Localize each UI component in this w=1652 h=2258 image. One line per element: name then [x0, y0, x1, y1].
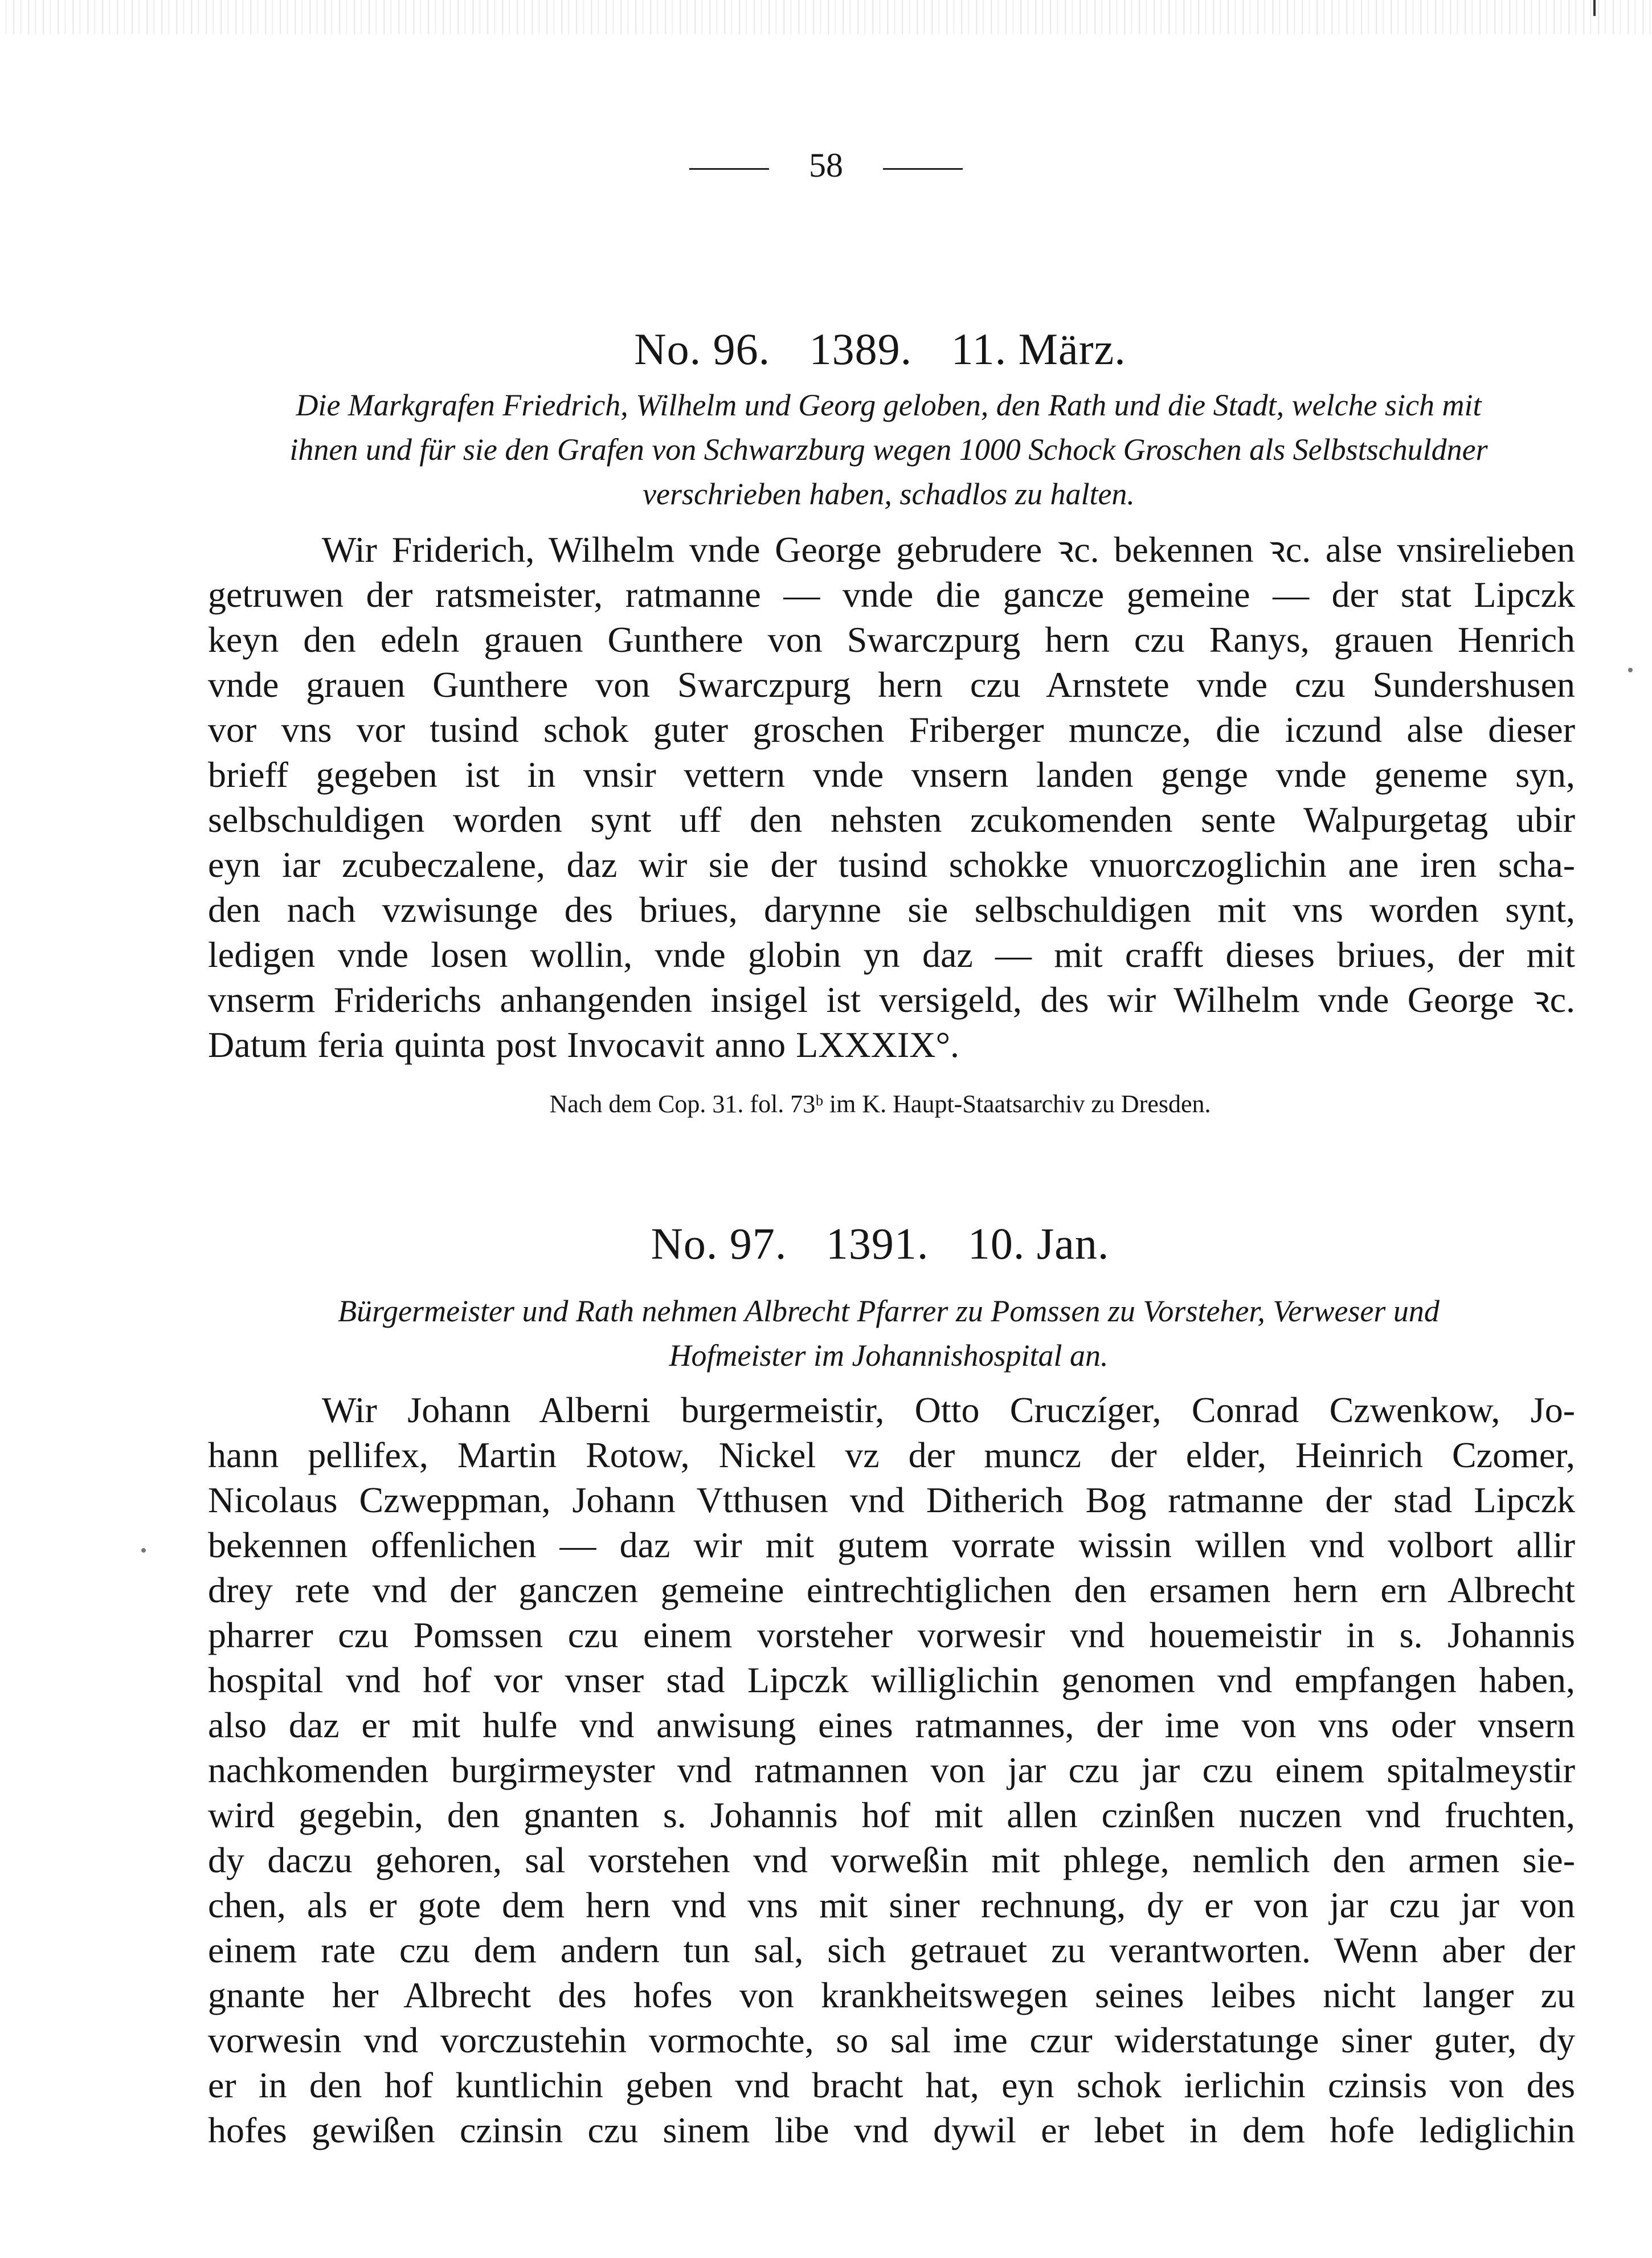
body-line: einem rate czu dem andern tun sal, sich getrauet zu verantworten. Wenn aber der — [208, 1930, 1575, 1970]
body-line: vor vns vor tusind schok guter groschen Friberger muncze, die iczund alse dieser — [208, 709, 1575, 750]
body-line: hospital vnd hof vor vnser stad Lipczk williglichin genomen vnd empfangen haben, — [208, 1660, 1575, 1700]
header-rule-left — [689, 168, 769, 170]
document-97-summary — [208, 1289, 1569, 1378]
body-line: wird gegebin, den gnanten s. Johannis hof mit allen czinßen nuczen vnd fruchten, — [208, 1795, 1575, 1835]
summary-line: Bürgermeister und Rath nehmen Albrecht Pfarrer zu Pomssen zu Vorsteher, Verweser und — [338, 1294, 1440, 1328]
document-96-title — [0, 322, 1652, 377]
summary-line: Hofmeister im Johannishospital an. — [669, 1338, 1109, 1373]
document-96-source-note: Nach dem Cop. 31. fol. 73ᵇ im K. Haupt-Staatsarchiv zu Dresden. — [549, 1090, 1211, 1118]
document-number: No. 96. — [634, 324, 771, 374]
body-line: pharrer czu Pomssen czu einem vorsteher vorwesir vnd houemeistir in s. Johannis — [208, 1615, 1575, 1655]
header-rule-right — [883, 168, 963, 170]
scan-speck — [141, 1548, 146, 1553]
document-97-title — [0, 1216, 1652, 1271]
body-line: Wir Friderich, Wilhelm vnde George gebrudere ꝛc. bekennen ꝛc. alse vnsirelieben — [322, 529, 1575, 570]
page-header — [0, 142, 1652, 188]
body-line: also daz er mit hulfe vnd anwisung eines ratmannes, der ime von vns oder vnsern — [208, 1705, 1575, 1745]
body-line: vnde grauen Gunthere von Swarczpurg hern czu Arnstete vnde czu Sundershusen — [208, 664, 1575, 705]
body-line: gnante her Albrecht des hofes von krankheitswegen seines leibes nicht langer zu — [208, 1975, 1575, 2015]
body-line: vorwesin vnd vorczustehin vormochte, so sal ime czur widerstatunge siner guter, dy — [208, 2020, 1575, 2060]
body-line: ledigen vnde losen wollin, vnde globin yn daz — mit crafft dieses briues, der mit — [208, 934, 1575, 975]
body-line: brieff gegeben ist in vnsir vettern vnde vnsern landen genge vnde geneme syn, — [208, 754, 1575, 795]
body-line: bekennen offenlichen — daz wir mit gutem vorrate wissin willen vnd volbort allir — [208, 1525, 1575, 1565]
body-line: getruwen der ratsmeister, ratmanne — vnde die gancze gemeine — der stat Lipczk — [208, 574, 1575, 615]
body-line: hofes gewißen czinsin czu sinem libe vnd dywil er lebet in dem hofe lediglichin — [208, 2110, 1575, 2150]
body-line: chen, als er gote dem hern vnd vns mit siner rechnung, dy er von jar czu jar von — [208, 1885, 1575, 1925]
scan-edge-noise — [0, 0, 1652, 34]
body-line: eyn iar zcubeczalene, daz wir sie der tusind schokke vnuorczoglichin ane iren scha- — [208, 844, 1575, 885]
scan-edge-mark — [1593, 0, 1596, 16]
document-97-body — [208, 1387, 1575, 2153]
document-number: No. 97. — [651, 1219, 787, 1268]
summary-line: ihnen und für sie den Grafen von Schwarzburg wegen 1000 Schock Groschen als Selbstschuldner — [289, 432, 1488, 467]
document-96-body — [208, 527, 1575, 1067]
document-year: 1391. — [825, 1219, 929, 1268]
body-line: hann pellifex, Martin Rotow, Nickel vz der muncz der elder, Heinrich Czomer, — [208, 1435, 1575, 1475]
summary-line: verschrieben haben, schadlos zu halten. — [643, 477, 1135, 511]
body-line: nachkomenden burgirmeyster vnd ratmannen von jar czu jar czu einem spitalmeystir — [208, 1750, 1575, 1790]
page-number: 58 — [809, 146, 843, 184]
body-line: dy daczu gehoren, sal vorstehen vnd vorweßin mit phlege, nemlich den armen sie- — [208, 1840, 1575, 1880]
document-96-summary — [208, 383, 1569, 516]
body-line: Nicolaus Czweppman, Johann Vtthusen vnd Ditherich Bog ratmanne der stad Lipczk — [208, 1480, 1575, 1520]
document-date: 10. Jan. — [967, 1219, 1110, 1268]
summary-line: Die Markgrafen Friedrich, Wilhelm und Georg geloben, den Rath und die Stadt, welche sich mit — [296, 388, 1482, 422]
body-line: Wir Johann Alberni burgermeistir, Otto Cruczíger, Conrad Czwenkow, Jo- — [322, 1390, 1575, 1430]
document-year: 1389. — [809, 324, 913, 374]
body-line: keyn den edeln grauen Gunthere von Swarczpurg hern czu Ranys, grauen Henrich — [208, 619, 1575, 660]
body-line: selbschuldigen worden synt uff den nehsten zcukomenden sente Walpurgetag ubir — [208, 799, 1575, 840]
body-line: vnserm Friderichs anhangenden insigel ist versigeld, des wir Wilhelm vnde George ꝛc. — [208, 979, 1575, 1020]
document-date: 11. März. — [951, 324, 1126, 374]
body-line: er in den hof kuntlichin geben vnd bracht hat, eyn schok ierlichin czinsis von des — [208, 2065, 1575, 2105]
body-line: Datum feria quinta post Invocavit anno LXXXIX°. — [208, 1024, 960, 1065]
body-line: den nach vzwisunge des briues, darynne sie selbschuldigen mit vns worden synt, — [208, 889, 1575, 930]
scan-speck — [1628, 668, 1633, 672]
body-line: drey rete vnd der ganczen gemeine eintrechtiglichen den ersamen hern ern Albrecht — [208, 1570, 1575, 1610]
